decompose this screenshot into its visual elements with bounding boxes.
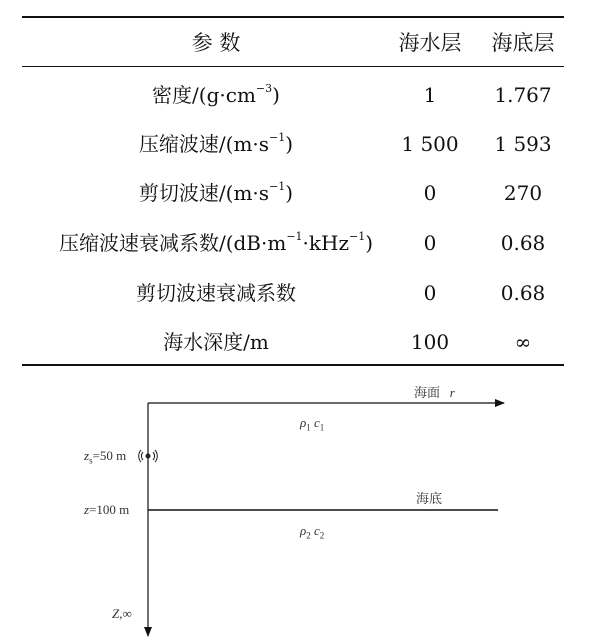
param-shear-speed: 剪切波速$/(m\cdot s^{-1})$: [138, 180, 294, 205]
param-density: 密度$/(g\cdot cm^{-3})$: [152, 82, 280, 107]
header-bottom-layer: 海底层: [491, 31, 555, 55]
waveguide-diagram: [0, 372, 600, 643]
header-parameter: 参 数: [191, 31, 241, 55]
table-row: [22, 228, 564, 258]
bottom-depth-label: z=100 m: [84, 502, 130, 517]
header-water-layer: 海水层: [398, 31, 462, 55]
parameter-table: [22, 16, 564, 368]
table-row: [22, 129, 564, 159]
layer1-params: $\rho_1$ $c_1$: [300, 415, 325, 433]
bottom-value: ∞: [514, 330, 532, 354]
table-header-row: [22, 28, 564, 58]
bottom-value: 1.767: [494, 83, 552, 107]
water-value: 1 500: [401, 132, 459, 156]
water-value: 1: [423, 83, 437, 107]
param-compressional-speed: 压缩波速$/(m\cdot s^{-1})$: [138, 131, 294, 156]
water-value: 0: [423, 231, 437, 255]
bottom-value: 270: [503, 181, 543, 205]
table-row: [22, 178, 564, 208]
table-top-rule: [22, 16, 564, 18]
source-depth-label: $z_s=50$ m: [84, 448, 127, 466]
depth-axis-label: Z,∞: [112, 606, 132, 621]
table-row: [22, 80, 564, 110]
water-value: 0: [423, 181, 437, 205]
table-row: [22, 278, 564, 308]
param-shear-attenuation: 剪切波速衰减系数: [136, 281, 296, 305]
water-value: 100: [410, 330, 450, 354]
table-bottom-rule: [22, 364, 564, 366]
param-compressional-attenuation: 压缩波速衰减系数$/(dB\cdot m^{-1}\cdot kHz^{-1})$: [58, 230, 374, 255]
param-water-depth: 海水深度/m: [163, 330, 269, 354]
table-header-rule: [22, 66, 564, 67]
sea-surface-label: 海面 r: [414, 385, 455, 400]
bottom-value: 0.68: [500, 281, 546, 305]
layer2-params: $\rho_2$ $c_2$: [300, 523, 325, 541]
bottom-value: 0.68: [500, 231, 546, 255]
bottom-value: 1 593: [494, 132, 552, 156]
table-row: [22, 327, 564, 357]
water-value: 0: [423, 281, 437, 305]
seabed-label: 海底: [416, 491, 443, 506]
